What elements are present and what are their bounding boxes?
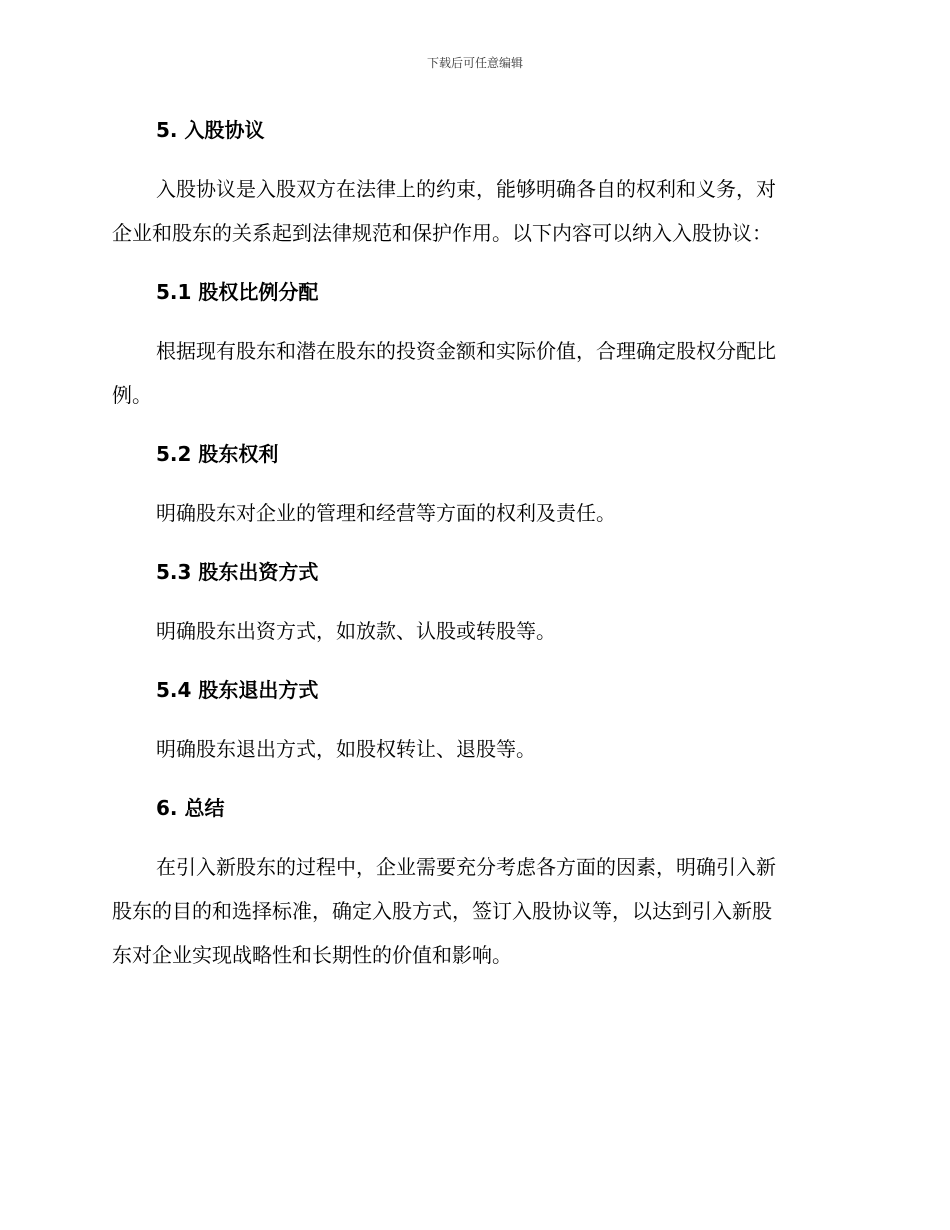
paragraph-line: 明确股东对企业的管理和经营等方面的权利及责任。 [156, 501, 616, 525]
section-heading-5-4: 5.4 股东退出方式 [156, 678, 319, 702]
section-heading-5-1: 5.1 股权比例分配 [156, 280, 319, 304]
document-body [112, 108, 832, 992]
section-heading-5-2: 5.2 股东权利 [156, 442, 279, 466]
paragraph-line: 东对企业实现战略性和长期性的价值和影响。 [112, 943, 512, 967]
section-paragraph-5 [112, 167, 832, 255]
paragraph-line: 例。 [112, 383, 152, 407]
section-paragraph-5-2 [112, 491, 832, 535]
section-heading-5-3: 5.3 股东出资方式 [156, 560, 319, 584]
paragraph-line: 明确股东出资方式，如放款、认股或转股等。 [156, 619, 556, 643]
section-heading-5: 5. 入股协议 [156, 118, 265, 142]
paragraph-line: 在引入新股东的过程中，企业需要充分考虑各方面的因素，明确引入新 [156, 855, 776, 879]
section-heading-6: 6. 总结 [156, 796, 225, 820]
section-paragraph-5-4 [112, 727, 832, 771]
paragraph-line: 明确股东退出方式，如股权转让、退股等。 [156, 737, 536, 761]
section-paragraph-6 [112, 845, 832, 977]
paragraph-line: 股东的目的和选择标准，确定入股方式，签订入股协议等，以达到引入新股 [112, 899, 772, 923]
paragraph-line: 根据现有股东和潜在股东的投资金额和实际价值，合理确定股权分配比 [156, 339, 776, 363]
section-paragraph-5-3 [112, 609, 832, 653]
paragraph-line: 入股协议是入股双方在法律上的约束，能够明确各自的权利和义务，对 [156, 177, 776, 201]
section-paragraph-5-1 [112, 329, 832, 417]
paragraph-line: 企业和股东的关系起到法律规范和保护作用。以下内容可以纳入入股协议： [112, 221, 772, 245]
page-header-note: 下载后可任意编辑 [426, 56, 523, 70]
